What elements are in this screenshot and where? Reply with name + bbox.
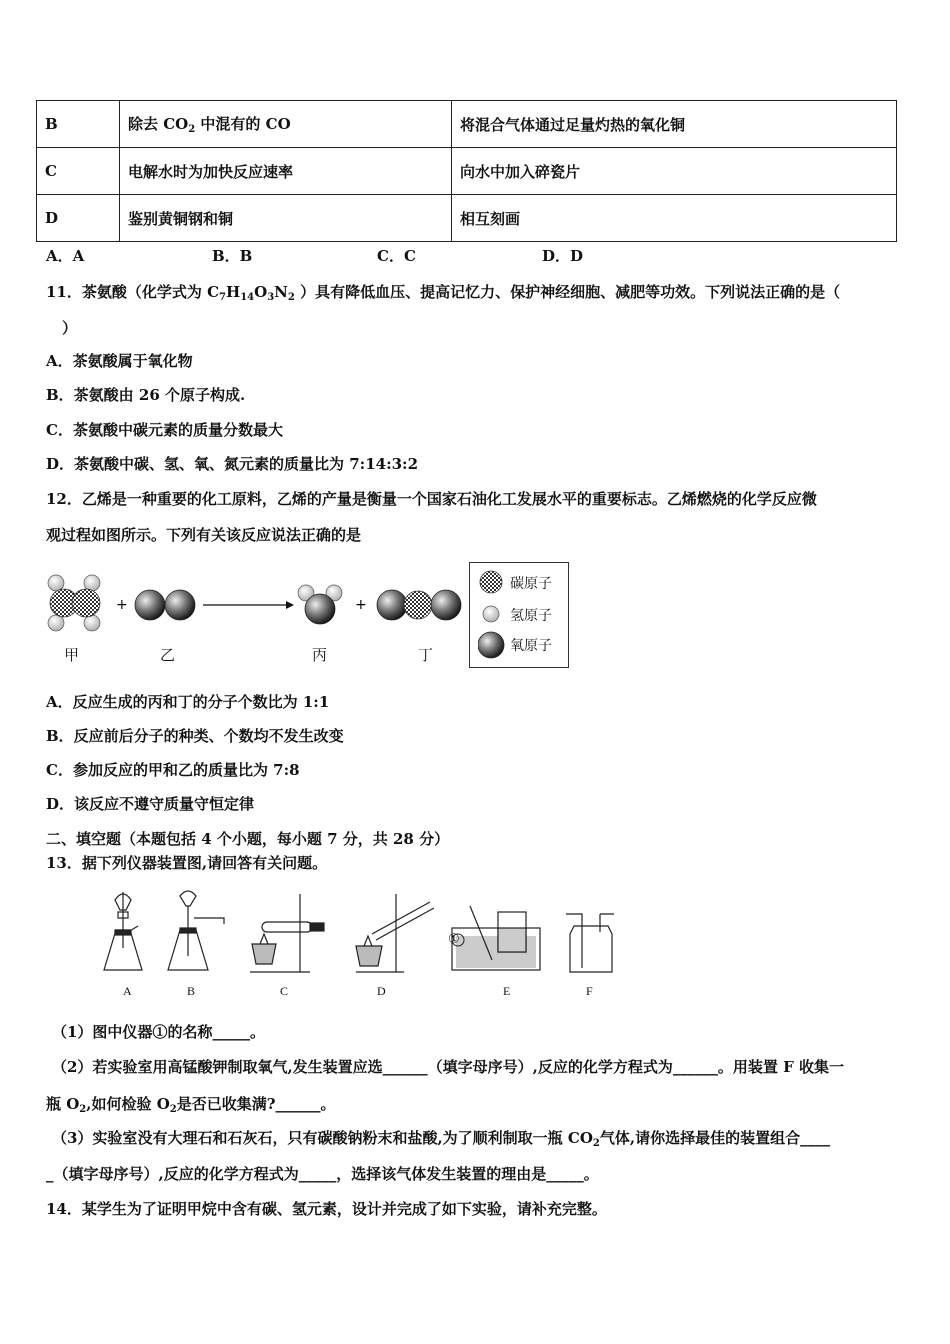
oxygen-molecule xyxy=(135,590,195,620)
q10-choice-a: A．A xyxy=(46,247,85,265)
row-key: B xyxy=(37,101,120,148)
legend-carbon: 碳原子 xyxy=(478,569,506,595)
q12-stem-line2: 观过程如图所示。下列有关该反应说法正确的是 xyxy=(46,526,362,544)
q13-part3-line2: _（填字母序号）,反应的化学方程式为_____，选择该气体发生装置的理由是_____。 xyxy=(46,1165,599,1183)
q12-option-a: A．反应生成的丙和丁的分子个数比为 1:1 xyxy=(46,693,330,711)
svg-text:+: + xyxy=(116,597,128,613)
apparatus-label-b: B xyxy=(187,984,196,998)
q13-part1: （1）图中仪器①的名称_____。 xyxy=(52,1023,265,1041)
marker-circled-one: ① xyxy=(448,932,460,947)
row-item: 除去 $CO_2$ 中混有的 CO xyxy=(120,101,452,148)
q11-stem: 11．茶氨酸（化学式为 $C_7H_{14}O_3N_2$ ）具有降低血压、提高记忆力、保护神经细胞、减肥等功效。下列说法正确的是（ xyxy=(46,283,841,303)
row-item: 鉴别黄铜钢和铜 xyxy=(120,195,452,242)
q14-stem: 14．某学生为了证明甲烷中含有碳、氢元素，设计并完成了如下实验，请补充完整。 xyxy=(46,1200,607,1218)
legend-oxygen: 氧原子 xyxy=(478,631,506,657)
row-item: 电解水时为加快反应速率 xyxy=(120,148,452,195)
legend-hydrogen: 氢原子 xyxy=(478,601,506,627)
apparatus-e xyxy=(452,906,540,970)
q11-stem-end: ） xyxy=(62,319,78,337)
svg-text:+: + xyxy=(355,597,367,613)
table-row xyxy=(37,195,897,242)
q10-choice-d: D．D xyxy=(542,247,584,265)
carbon-atom-icon xyxy=(478,569,506,595)
carbon-dioxide-molecule xyxy=(377,590,461,620)
q11-option-d: D．茶氨酸中碳、氢、氧、氮元素的质量比为 7:14:3:2 xyxy=(46,455,419,473)
row-method: 将混合气体通过足量灼热的氧化铜 xyxy=(452,101,897,148)
row-method: 相互刻画 xyxy=(452,195,897,242)
apparatus-b xyxy=(168,891,224,970)
label-ding: 丁 xyxy=(418,646,434,664)
q12-option-d: D．该反应不遵守质量守恒定律 xyxy=(46,795,255,813)
ethylene-molecule xyxy=(48,575,100,631)
table-row xyxy=(37,101,897,148)
label-yi: 乙 xyxy=(160,646,176,664)
q10-choice-b: B．B xyxy=(212,247,253,265)
apparatus-f xyxy=(566,914,614,972)
arrow-icon xyxy=(203,601,294,609)
water-molecule xyxy=(298,585,342,624)
q11-option-a: A．茶氨酸属于氧化物 xyxy=(46,352,193,370)
table-row xyxy=(37,148,897,195)
q10-choice-c: C．C xyxy=(377,247,416,265)
apparatus-label-d: D xyxy=(377,984,386,998)
q12-option-b: B．反应前后分子的种类、个数均不发生改变 xyxy=(46,727,344,745)
apparatus-label-a: A xyxy=(123,984,132,998)
apparatus-c xyxy=(250,894,324,972)
apparatus-diagram xyxy=(100,888,620,980)
apparatus-label-f: F xyxy=(586,984,593,998)
options-table xyxy=(36,100,897,242)
row-key: D xyxy=(37,195,120,242)
q11-option-c: C．茶氨酸中碳元素的质量分数最大 xyxy=(46,421,283,439)
q12-option-c: C．参加反应的甲和乙的质量比为 7:8 xyxy=(46,761,300,779)
q13-part2-line2: 瓶 $O_2$,如何检验 $O_2$是否已收集满?______。 xyxy=(46,1095,336,1115)
reaction-diagram xyxy=(40,565,470,670)
section-heading: 二、填空题（本题包括 4 个小题，每小题 7 分，共 28 分） xyxy=(46,830,450,848)
q12-stem-line1: 12．乙烯是一种重要的化工原料，乙烯的产量是衡量一个国家石油化工发展水平的重要标志。乙烯燃烧的化学反应微 xyxy=(46,490,817,508)
row-method: 向水中加入碎瓷片 xyxy=(452,148,897,195)
q11-option-b: B．茶氨酸由 26 个原子构成. xyxy=(46,386,246,404)
row-key: C xyxy=(37,148,120,195)
atom-legend xyxy=(469,562,569,668)
apparatus-a xyxy=(104,892,142,970)
q13-part3-line1: （3）实验室没有大理石和石灰石，只有碳酸钠粉末和盐酸,为了顺利制取一瓶 $CO_2$气体,请你选择最佳的装置组合____ xyxy=(52,1129,831,1149)
oxygen-atom-icon xyxy=(478,631,506,659)
apparatus-label-e: E xyxy=(503,984,511,998)
q13-part2-line1: （2）若实验室用高锰酸钾制取氧气,发生装置应选______（填字母序号）,反应的化学方程式为______。用装置 F 收集一 xyxy=(52,1058,844,1076)
hydrogen-atom-icon xyxy=(478,601,506,627)
q13-stem: 13．据下列仪器装置图,请回答有关问题。 xyxy=(46,854,328,872)
label-jia: 甲 xyxy=(64,646,80,664)
apparatus-d xyxy=(356,894,434,972)
label-bing: 丙 xyxy=(312,646,328,664)
apparatus-label-c: C xyxy=(280,984,289,998)
